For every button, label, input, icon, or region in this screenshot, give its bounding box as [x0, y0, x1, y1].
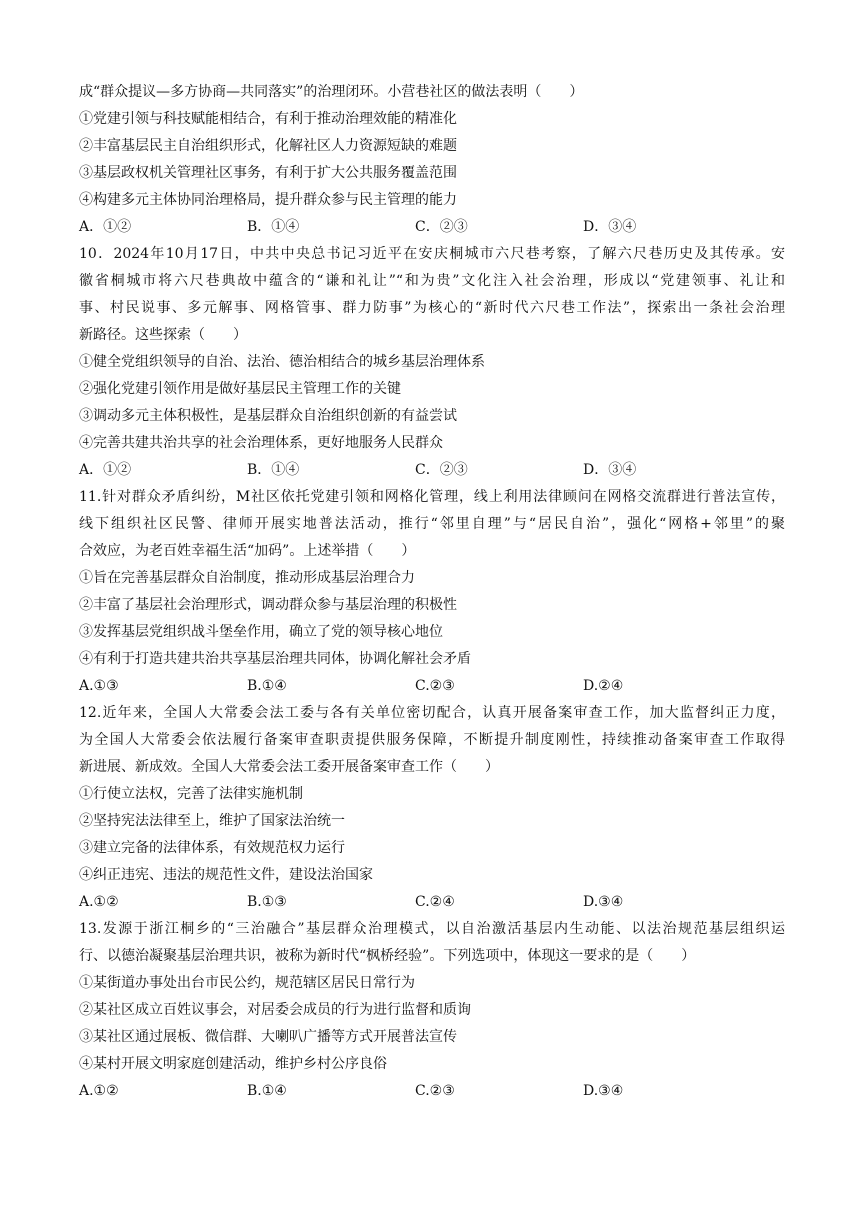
answer-c: C.②③ — [415, 678, 455, 694]
option-1: ①党建引领与科技赋能相结合，有利于推动治理效能的精准化 — [79, 111, 457, 127]
question-13 — [79, 916, 785, 1105]
option-2: ②丰富了基层社会治理形式，调动群众参与基层治理的积极性 — [79, 597, 457, 613]
option-3: ③调动多元主体积极性，是基层群众自治组织创新的有益尝试 — [79, 408, 457, 424]
question-stem: 10．2024年10月17日，中共中央总书记习近平在安庆桐城市六尺巷考察，了解六尺巷历史及其传承。安 — [79, 246, 785, 262]
question-12 — [79, 700, 785, 916]
answer-b: B．①④ — [247, 462, 300, 478]
question-11 — [79, 484, 785, 700]
answer-a: A．①② — [79, 462, 132, 478]
answer-choices — [79, 1078, 785, 1105]
answer-b: B.①④ — [247, 678, 287, 694]
answer-d: D.③④ — [583, 1083, 624, 1099]
answer-c: C．②③ — [415, 219, 468, 235]
option-3: ③某社区通过展板、微信群、大喇叭广播等方式开展普法宣传 — [79, 1029, 457, 1045]
question-stem: 线下组织社区民警、律师开展实地普法活动，推行“邻里自理”与“居民自治”，强化“网格+邻里”的聚 — [79, 516, 785, 532]
option-2: ②丰富基层民主自治组织形式，化解社区人力资源短缺的难题 — [79, 138, 457, 154]
exam-page — [79, 79, 785, 1105]
answer-choices — [79, 214, 785, 241]
option-3: ③基层政权机关管理社区事务，有利于扩大公共服务覆盖范围 — [79, 165, 457, 181]
question-stem: 徽省桐城市将六尺巷典故中蕴含的“谦和礼让”“和为贵”文化注入社会治理，形成以“党建领事、礼让和 — [79, 273, 785, 289]
question-stem: 为全国人大常委会依法履行备案审查职责提供服务保障，不断提升制度刚性，持续推动备案审查工作取得 — [79, 732, 785, 748]
answer-c: C.②③ — [415, 1083, 455, 1099]
answer-choices — [79, 673, 785, 700]
answer-a: A.①③ — [79, 678, 119, 694]
answer-b: B．①④ — [247, 219, 300, 235]
question-stem: 11.针对群众矛盾纠纷，M社区依托党建引领和网格化管理，线上利用法律顾问在网格交流群进行普法宣传， — [79, 489, 785, 505]
option-3: ③建立完备的法律体系，有效规范权力运行 — [79, 840, 345, 856]
answer-choices — [79, 457, 785, 484]
option-4: ④有利于打造共建共治共享基层治理共同体，协调化解社会矛盾 — [79, 651, 471, 667]
answer-d: D．③④ — [583, 462, 637, 478]
question-stem: 12.近年来，全国人大常委会法工委与各有关单位密切配合，认真开展备案审查工作，加大监督纠正力度， — [79, 705, 785, 721]
question-stem: 合效应，为老百姓幸福生活“加码”。上述举措（ ） — [79, 543, 416, 559]
question-stem: 13.发源于浙江桐乡的“三治融合”基层群众治理模式，以自治激活基层内生动能、以法治规范基层组织运 — [79, 921, 785, 937]
option-2: ②坚持宪法法律至上，维护了国家法治统一 — [79, 813, 345, 829]
question-stem: 新路径。这些探索（ ） — [79, 327, 247, 343]
question-stem: 事、村民说事、多元解事、网格管事、群力防事”为核心的“新时代六尺巷工作法”，探索出一条社会治理 — [79, 300, 785, 316]
answer-a: A.①② — [79, 894, 119, 910]
question-9 — [79, 79, 785, 241]
question-10 — [79, 241, 785, 484]
answer-choices — [79, 889, 785, 916]
answer-a: A．①② — [79, 219, 132, 235]
option-4: ④纠正违宪、违法的规范性文件，建设法治国家 — [79, 867, 373, 883]
answer-b: B.①④ — [247, 1083, 287, 1099]
answer-a: A.①② — [79, 1083, 119, 1099]
option-3: ③发挥基层党组织战斗堡垒作用，确立了党的领导核心地位 — [79, 624, 443, 640]
answer-d: D．③④ — [583, 219, 637, 235]
option-1: ①健全党组织领导的自治、法治、德治相结合的城乡基层治理体系 — [79, 354, 485, 370]
option-4: ④构建多元主体协同治理格局，提升群众参与民主管理的能力 — [79, 192, 457, 208]
option-1: ①行使立法权，完善了法律实施机制 — [79, 786, 303, 802]
option-1: ①某街道办事处出台市民公约，规范辖区居民日常行为 — [79, 975, 415, 991]
option-4: ④完善共建共治共享的社会治理体系，更好地服务人民群众 — [79, 435, 443, 451]
question-stem: 成“群众提议—多方协商—共同落实”的治理闭环。小营巷社区的做法表明（ ） — [79, 84, 584, 100]
option-2: ②某社区成立百姓议事会，对居委会成员的行为进行监督和质询 — [79, 1002, 471, 1018]
option-4: ④某村开展文明家庭创建活动，维护乡村公序良俗 — [79, 1056, 387, 1072]
answer-c: C.②④ — [415, 894, 455, 910]
answer-d: D.②④ — [583, 678, 624, 694]
option-2: ②强化党建引领作用是做好基层民主管理工作的关键 — [79, 381, 401, 397]
question-stem: 新进展、新成效。全国人大常委会法工委开展备案审查工作（ ） — [79, 759, 499, 775]
answer-d: D.③④ — [583, 894, 624, 910]
answer-b: B.①③ — [247, 894, 287, 910]
answer-c: C．②③ — [415, 462, 468, 478]
question-stem: 行、以德治凝聚基层治理共识，被称为新时代“枫桥经验”。下列选项中，体现这一要求的是（ ） — [79, 948, 696, 964]
option-1: ①旨在完善基层群众自治制度，推动形成基层治理合力 — [79, 570, 415, 586]
